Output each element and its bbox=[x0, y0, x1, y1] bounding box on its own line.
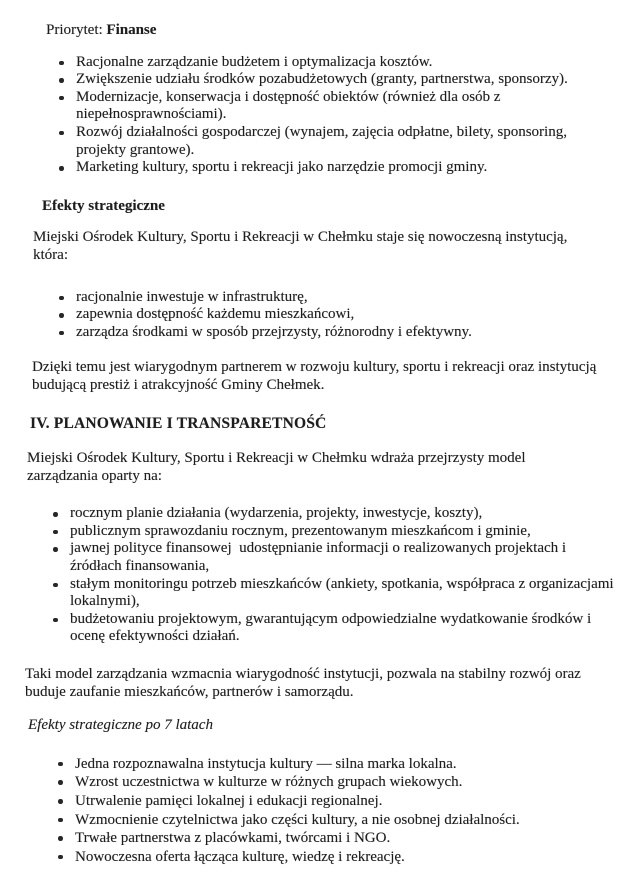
effects-after-7-years-list bbox=[31, 755, 616, 867]
finance-bullet-list bbox=[32, 54, 616, 177]
list-item: Trwałe partnerstwa z placówkami, twórcami i NGO. bbox=[31, 829, 616, 848]
list-item: zapewnia dostępność każdemu mieszkańcowi, bbox=[32, 306, 616, 324]
list-item: rocznym planie działania (wydarzenia, projekty, inwestycje, koszty), bbox=[26, 505, 616, 523]
list-item: stałym monitoringu potrzeb mieszkańców (ankiety, spotkania, współpraca z organizacjami lokalnymi), bbox=[26, 576, 616, 611]
list-item: Rozwój działalności gospodarczej (wynajem, zajęcia odpłatne, bilety, sponsoring, projekty grantowe). bbox=[32, 124, 616, 159]
effects-after-7-years-heading: Efekty strategiczne po 7 latach bbox=[28, 717, 213, 734]
list-item: Nowoczesna oferta łącząca kulturę, wiedzę i rekreację. bbox=[31, 848, 616, 867]
list-item: publicznym sprawozdaniu rocznym, prezentowanym mieszkańcom i gminie, bbox=[26, 523, 616, 541]
list-item: Wzmocnienie czytelnictwa jako części kultury, a nie osobnej działalności. bbox=[31, 811, 616, 830]
list-item: zarządza środkami w sposób przejrzysty, różnorodny i efektywny. bbox=[32, 324, 616, 342]
list-item: budżetowaniu projektowym, gwarantującym odpowiedzialne wydatkowanie środków i ocenę efektywności działań. bbox=[26, 611, 616, 646]
list-item: Modernizacje, konserwacja i dostępność obiektów (również dla osób z niepełnosprawnościami). bbox=[32, 89, 616, 124]
list-item: Wzrost uczestnictwa w kulturze w różnych grupach wiekowych. bbox=[31, 773, 616, 792]
section-iv-heading: IV. PLANOWANIE I TRANSPARETNOŚĆ bbox=[30, 414, 327, 432]
list-item: Jedna rozpoznawalna instytucja kultury — silna marka lokalna. bbox=[31, 755, 616, 774]
priority-value: Finanse bbox=[106, 22, 157, 38]
institution-bullet-list bbox=[32, 289, 616, 342]
list-item: Zwiększenie udziału środków pozabudżetowych (granty, partnerstwa, sponsorzy). bbox=[32, 71, 616, 89]
partner-paragraph: Dzięki temu jest wiarygodnym partnerem w rozwoju kultury, sportu i rekreacji oraz instytucją budującą prestiż i atrakcyjność Gminy Chełmek. bbox=[32, 359, 597, 393]
priority-label: Priorytet: bbox=[46, 22, 107, 38]
intro-paragraph: Miejski Ośrodek Kultury, Sportu i Rekreacji w Chełmku staje się nowoczesną instytucją, która: bbox=[33, 229, 568, 263]
trust-paragraph: Taki model zarządzania wzmacnia wiarygodność instytucji, pozwala na stabilny rozwój oraz buduje zaufanie mieszkańców, partnerów i samorządu. bbox=[25, 666, 581, 700]
model-bullet-list bbox=[26, 505, 616, 646]
priority-heading bbox=[46, 22, 616, 40]
list-item: racjonalnie inwestuje w infrastrukturę, bbox=[32, 289, 616, 307]
model-paragraph: Miejski Ośrodek Kultury, Sportu i Rekreacji w Chełmku wdraża przejrzysty model zarządzania oparty na: bbox=[27, 450, 526, 484]
list-item: jawnej polityce finansowej udostępnianie informacji o realizowanych projektach i źródłach finansowania, bbox=[26, 540, 616, 575]
strategic-effects-heading: Efekty strategiczne bbox=[42, 197, 165, 214]
list-item: Racjonalne zarządzanie budżetem i optymalizacja kosztów. bbox=[32, 54, 616, 72]
list-item: Marketing kultury, sportu i rekreacji jako narzędzie promocji gminy. bbox=[32, 159, 616, 177]
list-item: Utrwalenie pamięci lokalnej i edukacji regionalnej. bbox=[31, 792, 616, 811]
